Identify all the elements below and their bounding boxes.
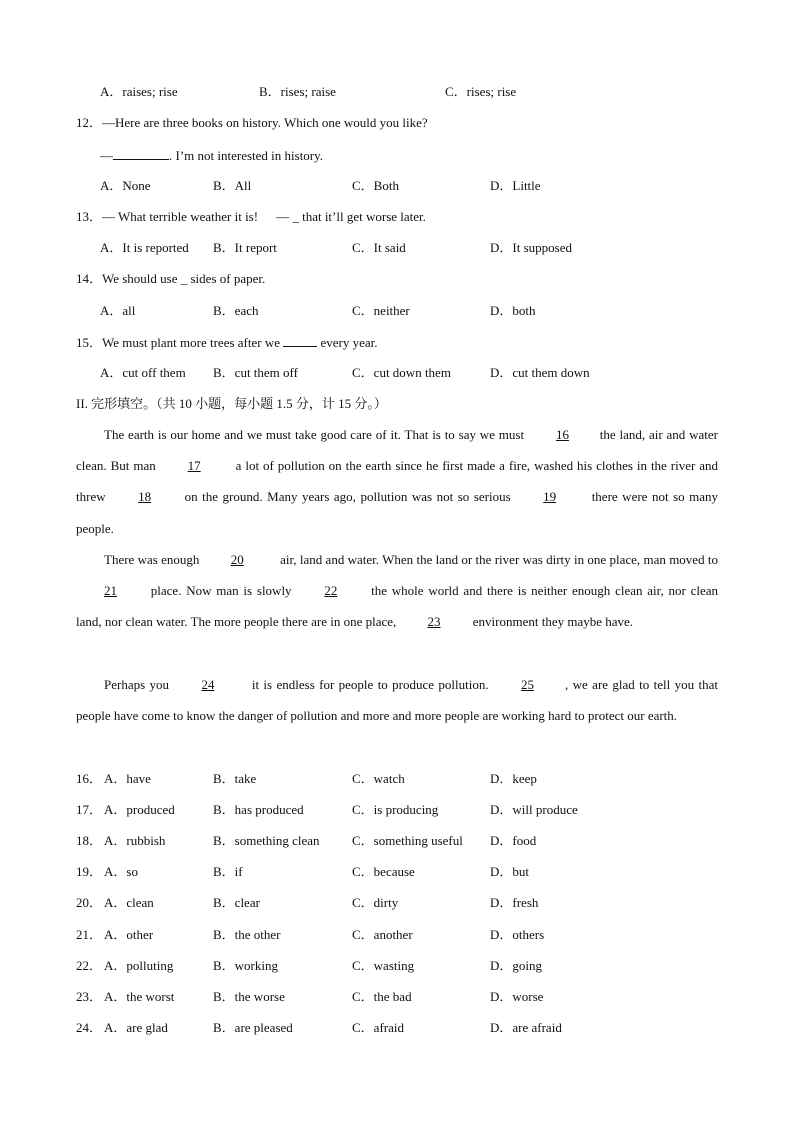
option-d: D．but	[490, 864, 530, 879]
q12-option-a: A．None	[100, 178, 151, 193]
blank-22: 22	[324, 583, 338, 599]
q14-option-c: C．neither	[352, 303, 410, 318]
q12-option-d: D．Little	[490, 178, 541, 193]
option-b: B．the worse	[213, 989, 285, 1004]
passage-paragraph-1	[76, 419, 718, 544]
passage-text: a lot of pollution on the earth since he first made a fire, washed his clothes in the river and threw	[76, 458, 719, 505]
option-c: C．something useful	[352, 833, 463, 848]
option-a: A．other	[104, 927, 154, 942]
q11-option-c: C．rises; rise	[445, 84, 517, 99]
answer-number: 18．	[76, 833, 103, 848]
passage-text: there were not so many people.	[76, 489, 719, 536]
option-c: C．watch	[352, 771, 405, 786]
blank-17: 17	[187, 458, 201, 474]
q11-option-b: B．rises; raise	[259, 84, 336, 99]
q13-option-a: A．It is reported	[100, 240, 189, 255]
q12-reply-text: . I’m not interested in history.	[169, 148, 324, 163]
q13-option-c: C．It said	[352, 240, 406, 255]
blank-16: 16	[555, 427, 569, 442]
option-d: D．others	[490, 927, 545, 942]
blank-19: 19	[543, 489, 557, 505]
option-c: C．another	[352, 927, 413, 942]
option-b: B．are pleased	[213, 1020, 293, 1035]
q15-blank	[283, 334, 317, 347]
q15-option-b: B．cut them off	[213, 365, 298, 380]
q13-option-b: B．It report	[213, 240, 277, 255]
option-b: B．has produced	[213, 802, 304, 817]
passage-text: place. Now man is slowly	[150, 583, 292, 599]
answer-number: 24．	[76, 1020, 103, 1035]
option-c: C．dirty	[352, 895, 399, 910]
passage-paragraph-2	[76, 544, 718, 638]
q15-option-d: D．cut them down	[490, 365, 590, 380]
answer-number: 16．	[76, 771, 103, 786]
passage-text: on the ground. Many years ago, pollution was not so serious	[184, 489, 511, 505]
q15-option-a: A．cut off them	[100, 365, 186, 380]
q12-reply	[100, 147, 323, 164]
q13-option-d: D．It supposed	[490, 240, 572, 255]
option-c: C．is producing	[352, 802, 439, 817]
section-heading: II. 完形填空。（共 10 小题，每小题 1.5 分，计 15 分。）	[76, 396, 387, 411]
q14-option-b: B．each	[213, 303, 259, 318]
passage-text: environment they maybe have.	[472, 614, 634, 630]
answer-number: 22．	[76, 958, 103, 973]
option-b: B．take	[213, 771, 257, 786]
q14-stem: 14．We should use _ sides of paper.	[76, 271, 266, 286]
option-b: B．clear	[213, 895, 260, 910]
q11-option-a: A．raises; rise	[100, 84, 178, 99]
q13-stem-reply: — _ that it’ll get worse later.	[276, 209, 426, 224]
answer-number: 21．	[76, 927, 103, 942]
blank-23: 23	[427, 614, 441, 630]
passage-text: it is endless for people to produce pollution.	[251, 677, 489, 692]
passage-text: the whole world and there is neither enough clean air, nor clean land, nor clean water. The more people there are in one place,	[76, 583, 719, 630]
q14-option-d: D．both	[490, 303, 536, 318]
passage-text: air, land and water. When the land or the river was dirty in one place, man moved to	[280, 552, 719, 567]
option-c: C．afraid	[352, 1020, 404, 1035]
option-d: D．are afraid	[490, 1020, 562, 1035]
option-b: B．working	[213, 958, 279, 973]
q12-stem: 12．—Here are three books on history. Which one would you like?	[76, 115, 428, 130]
answer-number: 17．	[76, 802, 103, 817]
passage-text: , we are glad to tell you that people have come to know the danger of pollution and more and more people are working hard to protect our earth.	[76, 677, 719, 724]
q12-option-b: B．All	[213, 178, 252, 193]
passage-text: Perhaps you	[104, 677, 170, 692]
answer-number: 23．	[76, 989, 103, 1004]
option-a: A．have	[104, 771, 151, 786]
q15-stem-post: every year.	[320, 335, 378, 350]
option-d: D．fresh	[490, 895, 539, 910]
option-d: D．going	[490, 958, 543, 973]
option-c: C．the bad	[352, 989, 412, 1004]
option-a: A．rubbish	[104, 833, 166, 848]
option-c: C．because	[352, 864, 415, 879]
option-a: A．clean	[104, 895, 154, 910]
answer-number: 20．	[76, 895, 103, 910]
passage-text: The earth is our home and we must take good care of it. That is to say we must	[104, 427, 525, 442]
q15-option-c: C．cut down them	[352, 365, 451, 380]
q15-stem-pre: 15．We must plant more trees after we	[76, 335, 280, 350]
q12-blank	[113, 147, 169, 160]
blank-18: 18	[138, 489, 152, 505]
option-a: A．are glad	[104, 1020, 168, 1035]
passage-paragraph-3	[76, 669, 718, 731]
option-d: D．food	[490, 833, 537, 848]
answer-number: 19．	[76, 864, 103, 879]
option-a: A．produced	[104, 802, 175, 817]
option-a: A．the worst	[104, 989, 175, 1004]
q13-stem	[76, 209, 426, 225]
blank-25: 25	[521, 677, 535, 692]
q13-stem-question: 13．— What terrible weather it is!	[76, 209, 259, 224]
q14-option-a: A．all	[100, 303, 136, 318]
q15-stem	[76, 334, 378, 351]
option-a: A．polluting	[104, 958, 174, 973]
q12-reply-dash: —	[100, 148, 113, 163]
passage-text: the land, air and water clean. But man	[76, 427, 718, 474]
blank-21: 21	[104, 583, 117, 599]
option-b: B．something clean	[213, 833, 320, 848]
option-c: C．wasting	[352, 958, 415, 973]
option-b: B．the other	[213, 927, 281, 942]
q12-option-c: C．Both	[352, 178, 399, 193]
blank-24: 24	[201, 677, 215, 692]
option-a: A．so	[104, 864, 138, 879]
option-d: D．worse	[490, 989, 544, 1004]
option-b: B．if	[213, 864, 243, 879]
option-d: D．will produce	[490, 802, 578, 817]
blank-20: 20	[230, 552, 244, 567]
option-d: D．keep	[490, 771, 537, 786]
passage-text: There was enough	[104, 552, 200, 567]
